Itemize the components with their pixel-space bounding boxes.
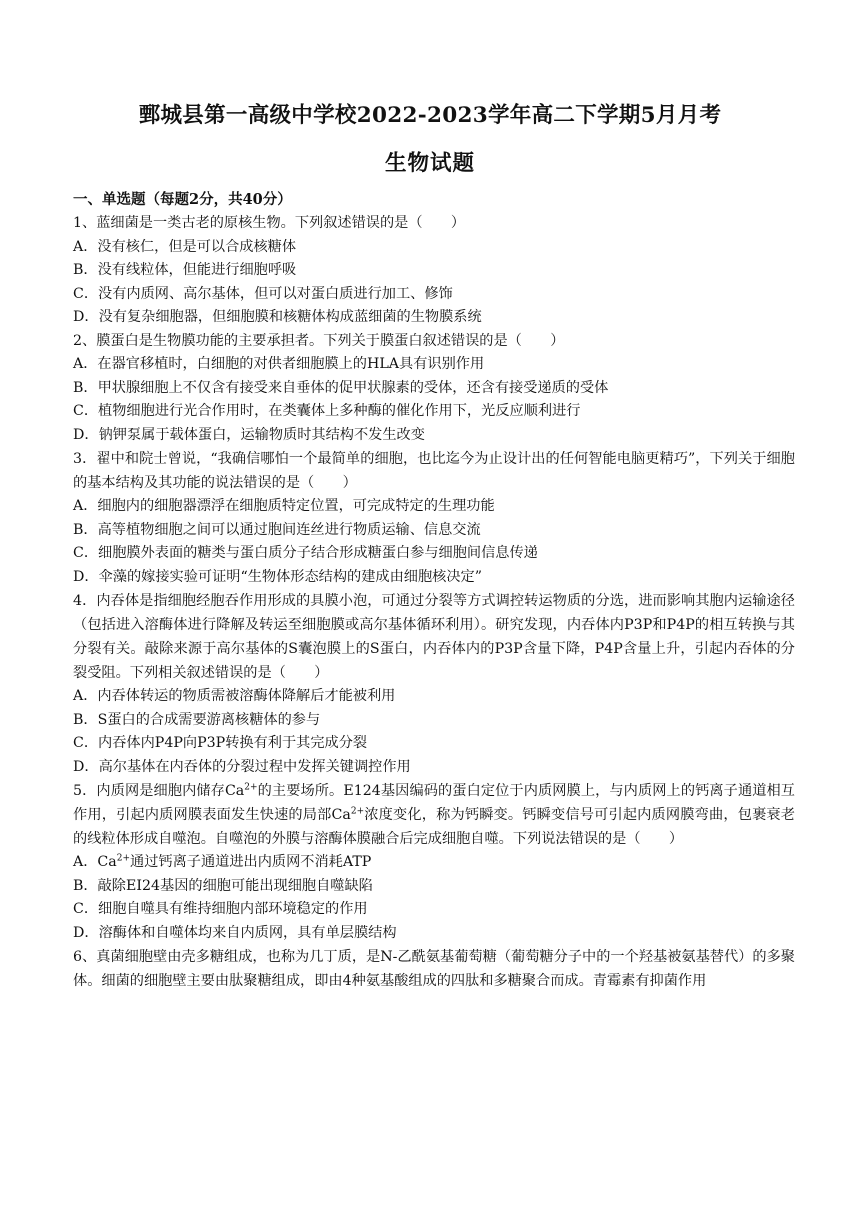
- question-stem: [73, 780, 795, 851]
- option-b: B．甲状腺细胞上不仅含有接受来自垂体的促甲状腺素的受体，还含有接受递质的受体: [73, 379, 609, 396]
- stem-text: 的主要场所。E124基因编码的蛋白定位于内质网膜上，与内质网上的钙离子通道相互作用，引起内质网膜表面发生快速的局部Ca: [73, 783, 795, 823]
- option-a: A．在器官移植时，白细胞的对供者细胞膜上的HLA具有识别作用: [73, 356, 485, 372]
- question-3: [73, 448, 795, 587]
- option-b: B．敲除EI24基因的细胞可能出现细胞自噬缺陷: [73, 877, 373, 894]
- option-text: 通过钙离子通道进出内质网不消耗ATP: [130, 854, 372, 871]
- question-stem: 1、蓝细菌是一类古老的原核生物。下列叙述错误的是（ ）: [73, 215, 466, 231]
- option-c: C．细胞自噬具有维持细胞内部环境稳定的作用: [73, 901, 368, 918]
- question-stem: 4．内吞体是指细胞经胞吞作用形成的具膜小泡，可通过分裂等方式调控转运物质的分选，进而影响其胞内运输途径（包括进入溶酶体进行降解及转运至细胞膜或高尔基体循环利用）。研究发现，内吞体内P3P和P4P的相互转换与其分裂有关。敲除来源于高尔基体的S囊泡膜上的S蛋白，内吞体内的P3P含量下降，P4P含量上升，引起内吞体的分裂受阻。下列相关叙述错误的是（ ）: [73, 593, 795, 681]
- option-b: B．没有线粒体，但能进行细胞呼吸: [73, 262, 297, 278]
- option-d: D．高尔基体在内吞体的分裂过程中发挥关键调控作用: [73, 758, 411, 775]
- charge-superscript: 2+: [244, 782, 258, 793]
- option-c: C．植物细胞进行光合作用时，在类囊体上多种酶的催化作用下，光反应顺利进行: [73, 403, 581, 419]
- question-5: [73, 780, 795, 943]
- question-stem: 6、真菌细胞壁由壳多糖组成，也称为几丁质，是N-乙酰氨基葡萄糖（葡萄糖分子中的一个羟基被氨基替代）的多聚体。细菌的细胞壁主要由肽聚糖组成，即由4种氨基酸组成的四肽和多糖聚合而成。青霉素有抑菌作用: [73, 949, 795, 990]
- option-c: C．细胞膜外表面的糖类与蛋白质分子结合形成糖蛋白参与细胞间信息传递: [73, 545, 538, 562]
- option-d: D．没有复杂细胞器，但细胞膜和核糖体构成蓝细菌的生物膜系统: [73, 309, 482, 325]
- question-6: [73, 946, 795, 993]
- option-d: D．伞藻的嫁接实验可证明“生物体形态结构的建成由细胞核决定”: [73, 568, 482, 585]
- stem-text: 5．内质网是细胞内储存Ca: [73, 783, 245, 800]
- option-d: D．钠钾泵属于载体蛋白，运输物质时其结构不发生改变: [73, 426, 425, 443]
- option-c: C．内吞体内P4P向P3P转换有利于其完成分裂: [73, 735, 368, 752]
- stem-text: 浓度变化，称为钙瞬变。钙瞬变信号可引起内质网膜弯曲，包裹衰老的线粒体形成自噬泡。自噬泡的外膜与溶酶体膜融合后完成细胞自噬。下列说法错误的是（ ）: [73, 806, 795, 847]
- option-a: A．内吞体转运的物质需被溶酶体降解后才能被利用: [73, 688, 396, 705]
- option-c: C．没有内质网、高尔基体，但可以对蛋白质进行加工、修饰: [73, 285, 453, 302]
- question-stem: 2、膜蛋白是生物膜功能的主要承担者。下列关于膜蛋白叙述错误的是（ ）: [73, 332, 565, 349]
- exam-title: 鄄城县第一高级中学校2022-2023学年高二下学期5月月考: [138, 103, 722, 128]
- charge-superscript: 2+: [350, 806, 365, 817]
- option-a: [73, 852, 795, 872]
- option-a: A．没有核仁，但是可以合成核糖体: [73, 238, 297, 255]
- question-stem: 3．翟中和院士曾说，“我确信哪怕一个最简单的细胞，也比迄今为止设计出的任何智能电脑更精巧”，下列关于细胞的基本结构及其功能的说法错误的是（ ）: [73, 451, 795, 491]
- option-text: A．Ca: [73, 854, 117, 871]
- exam-subtitle: 生物试题: [384, 151, 475, 176]
- section-heading: 一、单选题（每题2分，共40分）: [73, 191, 292, 208]
- question-4: [73, 590, 795, 776]
- exam-content: [73, 190, 795, 995]
- charge-superscript: 2+: [116, 853, 131, 864]
- option-b: B．高等植物细胞之间可以通过胞间连丝进行物质运输、信息交流: [73, 521, 481, 538]
- question-1: [73, 213, 795, 327]
- option-a: A．细胞内的细胞器漂浮在细胞质特定位置，可完成特定的生理功能: [73, 498, 495, 515]
- option-d: D．溶酶体和自噬体均来自内质网，具有单层膜结构: [73, 924, 397, 941]
- option-b: B．S蛋白的合成需要游离核糖体的参与: [73, 711, 321, 728]
- question-2: [73, 331, 795, 445]
